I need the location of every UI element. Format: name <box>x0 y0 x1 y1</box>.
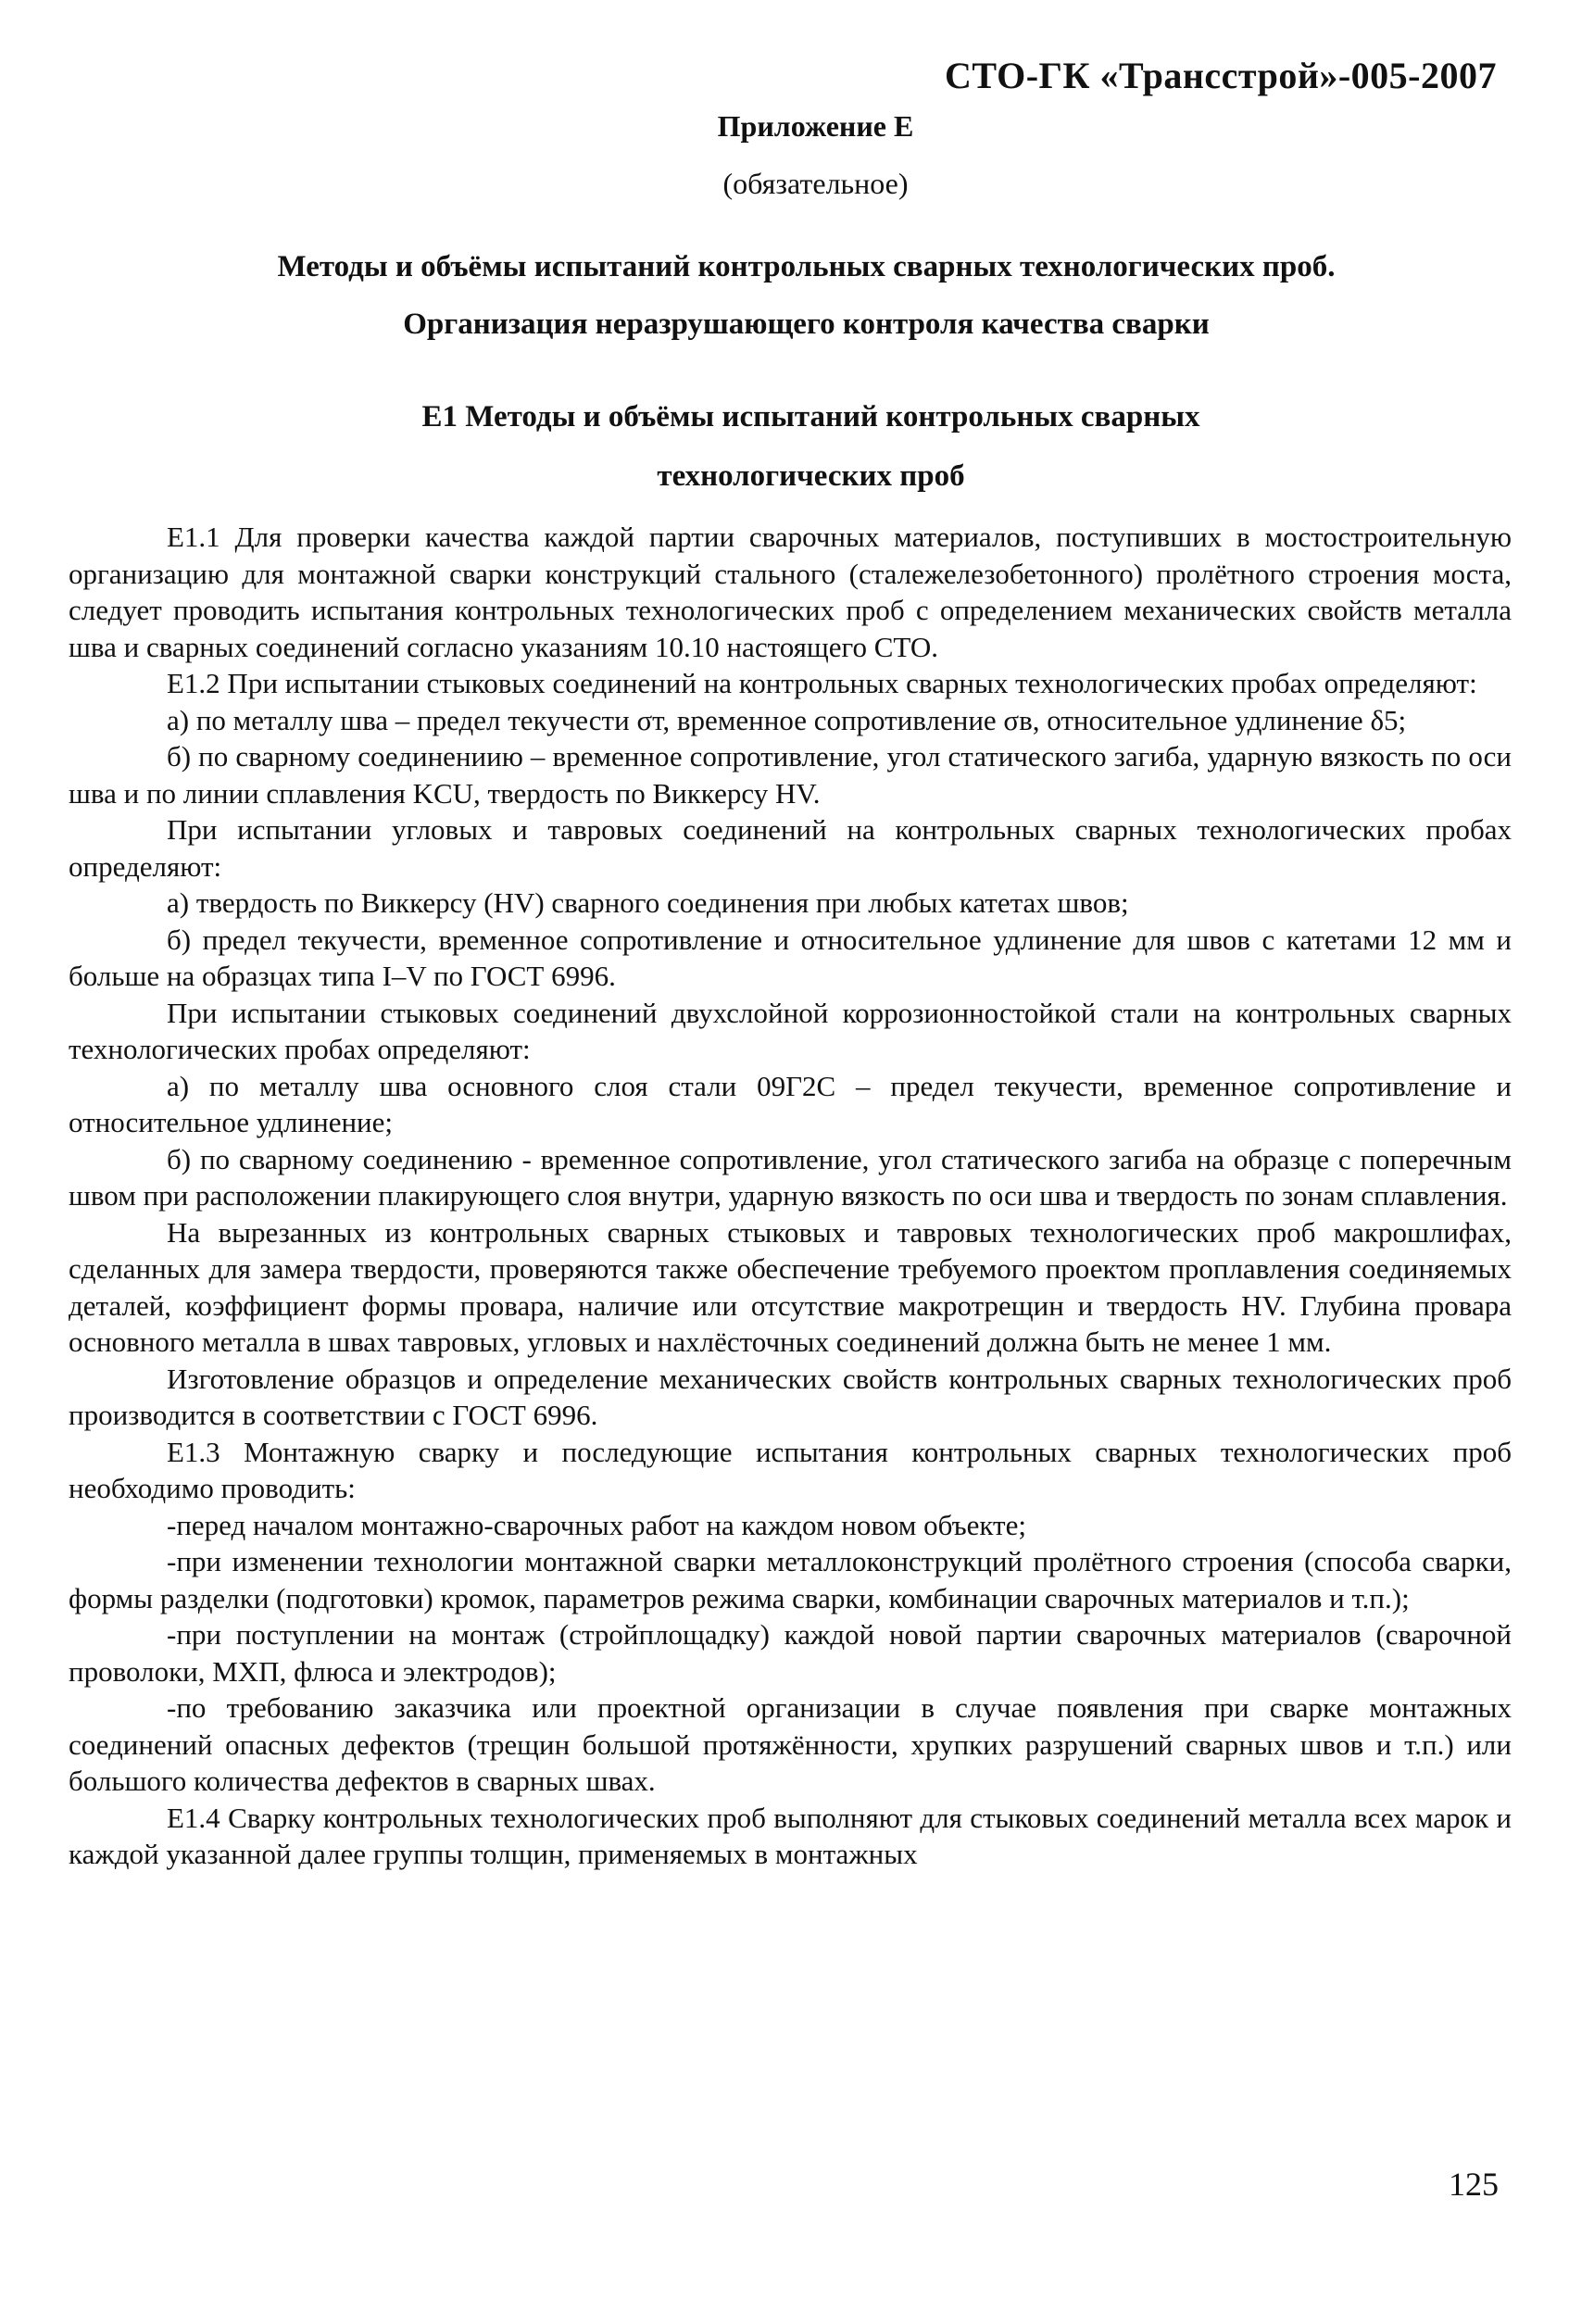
paragraph-e1-3: Е1.3 Монтажную сварку и последующие испытания контрольных сварных технологических проб необходимо проводить: <box>69 1435 1512 1504</box>
paragraph-welded-joint: б) по сварному соединениию – временное сопротивление, угол статического загиба, ударную вязкость по оси шва и по линии сплавления KCU, твердость по Виккерсу HV. <box>69 740 1512 810</box>
list-item-customer-request: -по требованию заказчика или проектной организации в случае появления при сварке монтажных соединений опасных дефектов (трещин большой протяжённости, хрупких разрушений сварных швов и т.п.) или большого количества дефектов в сварных швах. <box>69 1691 1512 1797</box>
page-number: 125 <box>1449 2166 1499 2203</box>
body-text <box>69 519 1512 1873</box>
list-item-new-object: -перед началом монтажно-сварочных работ на каждом новом объекте; <box>167 1508 1026 1541</box>
paragraph-two-layer-steel: При испытании стыковых соединений двухслойной коррозионностойкой стали на контрольных сварных технологических пробах определяют: <box>69 996 1512 1065</box>
list-item-technology-change: -при изменении технологии монтажной сварки металлоконструкций пролётного строения (способа сварки, формы разделки (подготовки) кромок, параметров режима сварки, комбинации сварочных материалов и т.п.); <box>69 1545 1512 1614</box>
paragraph-angle-tee-test: При испытании угловых и тавровых соединений на контрольных сварных технологических пробах определяют: <box>69 813 1512 883</box>
main-title-line-2: Организация неразрушающего контроля качества сварки <box>403 308 1210 341</box>
paragraph-macrosections: На вырезанных из контрольных сварных стыковых и тавровых технологических проб макрошлифах, сделанных для замера твердости, проверяются также обеспечение требуемого проектом проплавления соединяемых деталей, коэффициент формы провара, наличие или отсутствие макротрещин и твердость HV. Глубина провара основного металла в швах тавровых, угловых и нахлёсточных соединений должна быть не менее 1 мм. <box>69 1215 1512 1358</box>
paragraph-vickers-hardness: а) твердость по Виккерсу (HV) сварного соединения при любых катетах швов; <box>167 886 1129 919</box>
main-title-line-1: Методы и объёмы испытаний контрольных сварных технологических проб. <box>277 250 1336 283</box>
paragraph-e1-1: Е1.1 Для проверки качества каждой партии сварочных материалов, поступивших в мостостроительную организацию для монтажной сварки конструкций стального (сталежелезобетонного) пролётного строения моста, следует проводить испытания контрольных технологических проб с определением механических свойств металла шва и сварных соединений согласно указаниям 10.10 настоящего СТО. <box>69 521 1512 663</box>
appendix-title: Приложение Е <box>717 109 914 143</box>
section-title-line-2: технологических проб <box>657 459 965 493</box>
paragraph-welded-joint-two-layer: б) по сварному соединению - временное сопротивление, угол статического загиба на образце с поперечным швом при расположении плакирующего слоя внутри, ударную вязкость по оси шва и твердость по зонам сплавления. <box>69 1142 1512 1212</box>
paragraph-e1-4: Е1.4 Сварку контрольных технологических проб выполняют для стыковых соединений металла всех марок и каждой указанной далее группы толщин, применяемых в монтажных <box>69 1801 1512 1870</box>
paragraph-sample-manufacturing: Изготовление образцов и определение механических свойств контрольных сварных технологических проб производится в соответствии с ГОСТ 6996. <box>69 1362 1512 1431</box>
paragraph-yield-strength: б) предел текучести, временное сопротивление и относительное удлинение для швов с катетами 12 мм и больше на образцах типа I–V по ГОСТ 6996. <box>69 923 1512 992</box>
paragraph-base-layer: а) по металлу шва основного слоя стали 09Г2С – предел текучести, временное сопротивление и относительное удлинение; <box>69 1069 1512 1138</box>
appendix-kind: (обязательное) <box>722 167 909 200</box>
paragraph-weld-metal: а) по металлу шва – предел текучести σт, временное сопротивление σв, относительное удлинение δ5; <box>167 703 1407 736</box>
paragraph-e1-2: Е1.2 При испытании стыковых соединений на контрольных сварных технологических пробах определяют: <box>167 667 1477 699</box>
document-code: СТО-ГК «Трансстрой»-005-2007 <box>945 55 1497 96</box>
section-title-line-1: Е1 Методы и объёмы испытаний контрольных сварных <box>421 400 1200 433</box>
list-item-new-material-batch: -при поступлении на монтаж (стройплощадку) каждой новой партии сварочных материалов (сварочной проволоки, МХП, флюса и электродов); <box>69 1618 1512 1688</box>
